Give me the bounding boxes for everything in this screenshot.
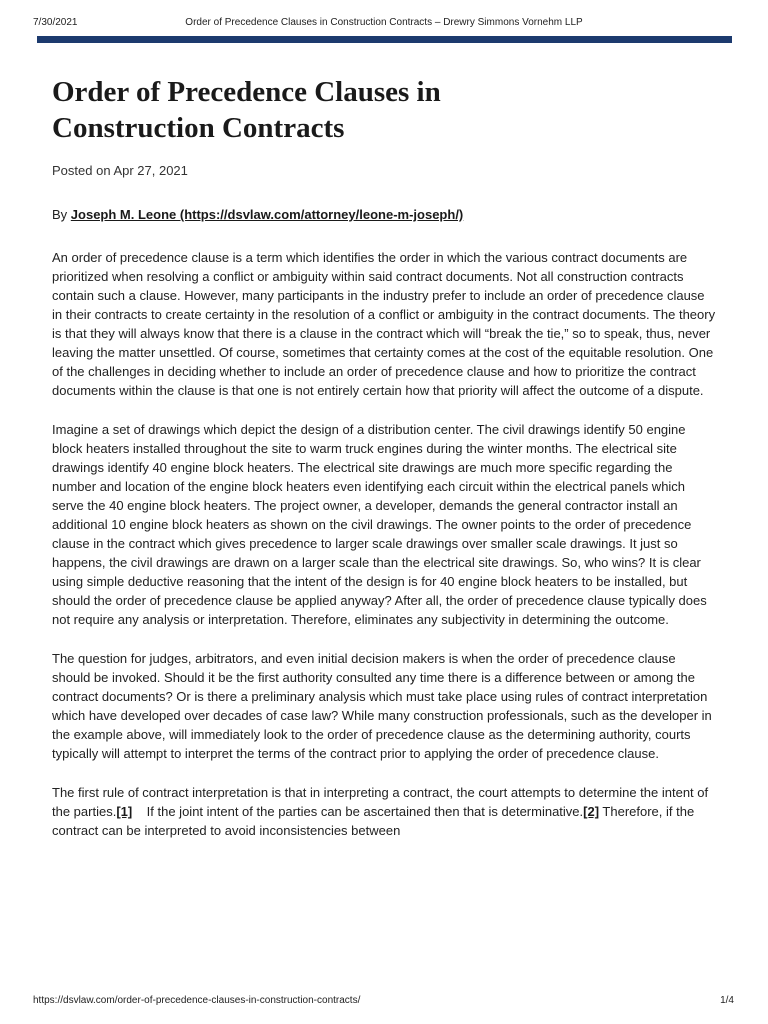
footnote-link-1[interactable]: [1]	[116, 804, 133, 819]
posted-date: Posted on Apr 27, 2021	[52, 163, 188, 178]
footnote-link-2[interactable]: [2]	[583, 804, 600, 819]
byline-prefix: By	[52, 207, 71, 222]
paragraph-2: Imagine a set of drawings which depict the design of a distribution center. The civil drawings identify 50 engine block heaters installed throughout the site to warm truck engines during the winter months. The electrical site drawings identify 40 engine block heaters. The electrical site drawings are much more specific regarding the number and location of the engine block heaters even identifying each circuit within the electrical panels which serve the 40 engine block heaters. The project owner, a developer, demands the general contractor install an additional 10 engine block heaters as shown on the civil drawings. The owner points to the order of precedence clause in the contract which gives precedence to larger scale drawings over smaller scale drawings. It just so happens, the civil drawings are drawn on a larger scale than the electrical site drawings. So, who wins? It is clear using simple deductive reasoning that the intent of the design is for 40 engine block heaters to be installed, but should the order of precedence clause be applied anyway? After all, the order of precedence clause typically does not require any analysis or interpretation. Therefore, eliminates any subjectivity in determining the outcome.	[52, 422, 707, 627]
paragraph-4	[52, 783, 717, 840]
paragraph-4-text-2: If the joint intent of the parties can be ascertained then that is determinative.	[132, 804, 584, 819]
article-title	[52, 74, 717, 146]
print-footer	[0, 995, 768, 1009]
article	[52, 74, 717, 860]
paragraph-1: An order of precedence clause is a term which identifies the order in which the various contract documents are prioritized when resolving a conflict or ambiguity within said contract documents. Not all construction contracts contain such a clause. However, many participants in the industry prefer to include an order of precedence clause in their contracts to create certainty in the resolution of a conflict or ambiguity in the contract documents. The theory is that they will always know that there is a clause in the contract which will “break the tie,” so to speak, thus, never leaving the matter unsettled. Of course, sometimes that certainty comes at the cost of the equitable resolution. One of the challenges in deciding whether to include an order of precedence clause and how to prioritize the contract documents within the clause is that one is not entirely certain how that priority will affect the outcome of a dispute.	[52, 250, 716, 398]
print-url: https://dsvlaw.com/order-of-precedence-clauses-in-construction-contracts/	[33, 995, 361, 1006]
byline	[52, 206, 717, 224]
print-page-title: Order of Precedence Clauses in Construction Contracts – Drewry Simmons Vornehm LLP	[185, 17, 583, 28]
print-header	[0, 17, 768, 31]
paragraph-4-text-1: The first rule of contract interpretation is that in interpreting a contract, the court attempts to determine the intent of the parties.	[52, 785, 709, 819]
author-link[interactable]: Joseph M. Leone (https://dsvlaw.com/attorney/leone-m-joseph/)	[70, 207, 464, 222]
print-date: 7/30/2021	[33, 17, 78, 28]
article-title-line-2: Construction Contracts	[52, 112, 345, 144]
site-header-bar	[37, 36, 732, 43]
paragraph-4-text-3: Therefore, if the contract can be interpreted to avoid inconsistencies between	[52, 804, 695, 838]
page-number: 1/4	[720, 995, 734, 1006]
article-title-line-1: Order of Precedence Clauses in	[52, 76, 441, 108]
paragraph-3: The question for judges, arbitrators, and even initial decision makers is when the order of precedence clause should be invoked. Should it be the first authority consulted any time there is a difference between or among the contract documents? Or is there a preliminary analysis which must take place using rules of contract interpretation which have developed over decades of case law? While many construction professionals, such as the developer in the example above, will immediately look to the order of precedence clause as the determining authority, courts typically will attempt to interpret the terms of the contract prior to applying the order of precedence clause.	[52, 651, 712, 761]
article-body	[52, 248, 717, 840]
